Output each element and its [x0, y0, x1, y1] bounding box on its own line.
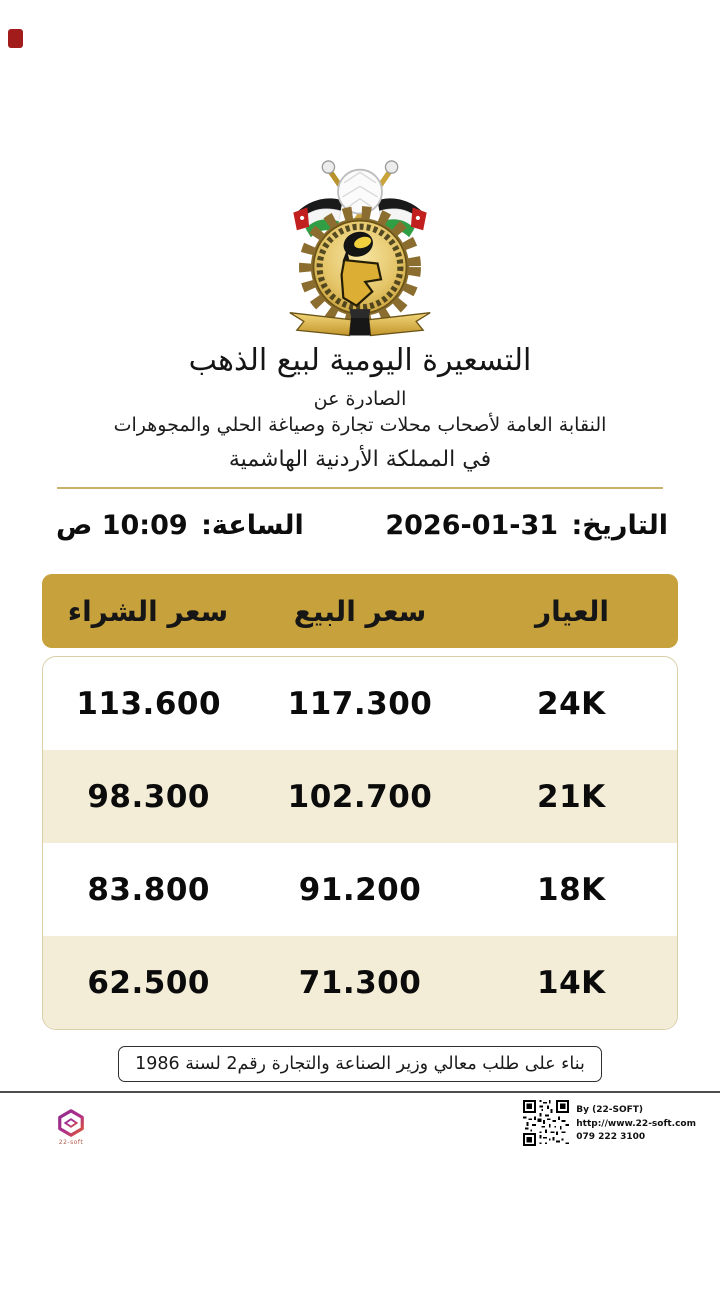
red-bookmark-icon: [8, 29, 23, 48]
footer: [0, 1098, 720, 1146]
syndicate-emblem-icon: [281, 146, 439, 339]
table-row-14k: [43, 936, 677, 1029]
datetime-row: [0, 510, 720, 541]
credit-byline: By (22-SOFT): [576, 1105, 644, 1115]
table-row-18k: [43, 843, 677, 936]
credit-url: http://www.22-soft.com: [576, 1118, 696, 1129]
buy-value: 83.800: [87, 871, 210, 908]
footer-divider: [0, 1091, 720, 1093]
buy-value: 98.300: [87, 778, 210, 815]
price-table-body: [42, 656, 678, 1030]
note-container: [0, 1046, 720, 1082]
emblem-container: [0, 0, 720, 339]
maker-caption: 22-soft: [58, 1139, 84, 1146]
date-field: [381, 510, 668, 541]
kingdom-line: في المملكة الأردنية الهاشمية: [228, 447, 492, 472]
maker-logo: [56, 1108, 86, 1146]
karat-value: 18K: [537, 871, 606, 908]
header-buy-price: سعر الشراء: [67, 594, 229, 628]
time-field: [52, 510, 304, 541]
sell-value: 117.300: [287, 685, 433, 722]
header-karat: العيار: [535, 594, 609, 628]
syndicate-name-line: النقابة العامة لأصحاب محلات تجارة وصياغة الحلي والمجوهرات: [113, 414, 607, 436]
sell-value: 91.200: [298, 871, 422, 908]
cube-logo-icon: [56, 1108, 86, 1138]
karat-value: 14K: [537, 964, 606, 1001]
buy-value: 113.600: [76, 685, 222, 722]
software-credit-text: [576, 1100, 696, 1145]
table-row-21k: [43, 750, 677, 843]
date-label: التاريخ:: [571, 510, 668, 541]
sell-value: 71.300: [298, 964, 422, 1001]
software-credit-block: [523, 1100, 696, 1146]
legal-note: بناء على طلب معالي وزير الصناعة والتجارة رقم2 لسنة 1986: [118, 1046, 602, 1082]
time-value: 10:09 ص: [56, 510, 188, 541]
qr-code-icon: [523, 1100, 569, 1146]
price-table-header: [42, 574, 678, 648]
gold-divider: [57, 487, 663, 489]
credit-phone: 079 222 3100: [576, 1132, 646, 1142]
issued-by-line: الصادرة عن: [313, 388, 407, 410]
time-label: الساعة:: [201, 510, 304, 541]
buy-value: 62.500: [87, 964, 210, 1001]
karat-value: 21K: [537, 778, 606, 815]
table-row-24k: [43, 657, 677, 750]
header-sell-price: سعر البيع: [293, 594, 427, 628]
date-value: 31-01-2026: [385, 510, 559, 541]
karat-value: 24K: [537, 685, 606, 722]
sell-value: 102.700: [287, 778, 433, 815]
page-title: التسعيرة اليومية لبيع الذهب: [188, 343, 532, 378]
